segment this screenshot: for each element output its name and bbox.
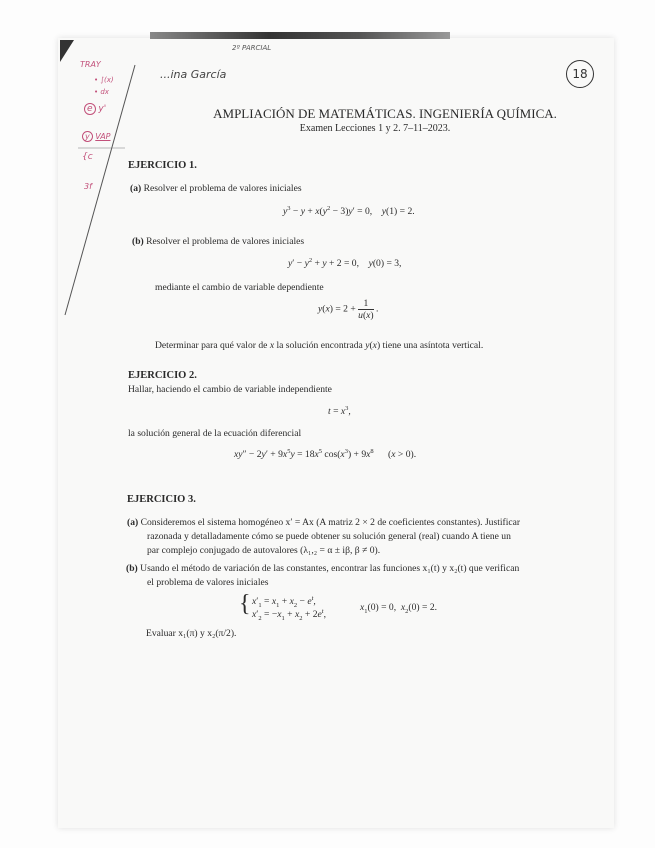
ex3b-line1: (b) Usando el método de variación de las constantes, encontrar las funciones x₁(t) y x₂(t) que verifican — [126, 563, 520, 574]
ex2-equation: $xy'' - 2y' + 9x^5y = 18x^5$ $\cos(x^3) + 9x^8$ (x > 0). — [234, 448, 417, 461]
margin-note: {c — [82, 152, 93, 162]
ex1a-equation: $y^3 - y + x(y^2 - 3)y' = 0$, y(1) = 2. — [283, 205, 415, 218]
margin-note: • ∫(x) — [94, 76, 114, 84]
ex1b-mediante: mediante el cambio de variable dependiente — [155, 282, 324, 293]
exam-title: AMPLIACIÓN DE MATEMÁTICAS. INGENIERÍA QUÍMICA. — [213, 106, 557, 121]
margin-note: e y' — [84, 104, 106, 114]
grade-circle: 18 — [566, 60, 594, 88]
ex3b-initial-conditions: $x_1(0) = 0$, $x_2(0) = 2$. — [360, 602, 438, 615]
margin-note: TRAY — [80, 60, 101, 69]
ex2-text2: la solución general de la ecuación diferencial — [128, 428, 302, 439]
ex3b-line2: el problema de valores iniciales — [147, 577, 269, 588]
ex3a-line1: (a) Consideremos el sistema homogéneo x′ = Ax (A matriz 2 × 2 de coeficientes constantes). Justificar — [127, 517, 521, 528]
exam-subtitle: Examen Lecciones 1 y 2. 7–11–2023. — [299, 123, 451, 134]
ex1b-determinar: Determinar para qué valor de x la solución encontrada y(x) tiene una asíntota vertical. — [155, 340, 484, 351]
ex1b-equation: $y' - y^2 + y + 2 = 0$, y(0) = 3, — [288, 257, 402, 270]
margin-line — [60, 60, 140, 320]
ex3a-line2: razonada y detalladamente cómo se puede obtener su solución general (real) cuando A tiene un — [147, 531, 511, 542]
ex3-heading: EJERCICIO 3. — [127, 494, 196, 505]
ex3b-system-eq2: $x'_2 = -x_1 + x_2 + 2e^t$, — [252, 608, 326, 623]
margin-note: • dx — [94, 88, 109, 96]
handwritten-name: ...ina García — [160, 68, 227, 81]
ex1-heading: EJERCICIO 1. — [128, 160, 197, 171]
ex2-heading: EJERCICIO 2. — [128, 370, 197, 381]
ex3b-evaluar: Evaluar x₁(π) y x₂(π/2). — [146, 628, 237, 639]
scan-corner — [60, 40, 74, 62]
ex3b-system-eq1: $x'_1 = x_1 + x_2 - e^t$, — [252, 595, 316, 610]
ex2-text1: Hallar, haciendo el cambio de variable independiente — [128, 384, 332, 395]
scan-edge — [150, 32, 450, 39]
system-brace: { — [239, 591, 251, 617]
ex2-substitution: $t = x^3$, — [328, 405, 351, 418]
ex1b-substitution: y(x) = 2 + $\frac{1}{u(x)}$ . — [318, 298, 379, 321]
ex3a-line3: par complejo conjugado de autovalores (λ₁,₂ = α ± iβ, β ≠ 0). — [147, 545, 381, 556]
handwritten-top-note: 2º PARCIAL — [232, 44, 272, 52]
ex1b-text: (b) Resolver el problema de valores iniciales — [132, 236, 305, 247]
margin-note: 3f — [84, 182, 92, 191]
margin-note: y VAP — [82, 132, 111, 141]
ex1a-text: (a) Resolver el problema de valores iniciales — [130, 183, 302, 194]
